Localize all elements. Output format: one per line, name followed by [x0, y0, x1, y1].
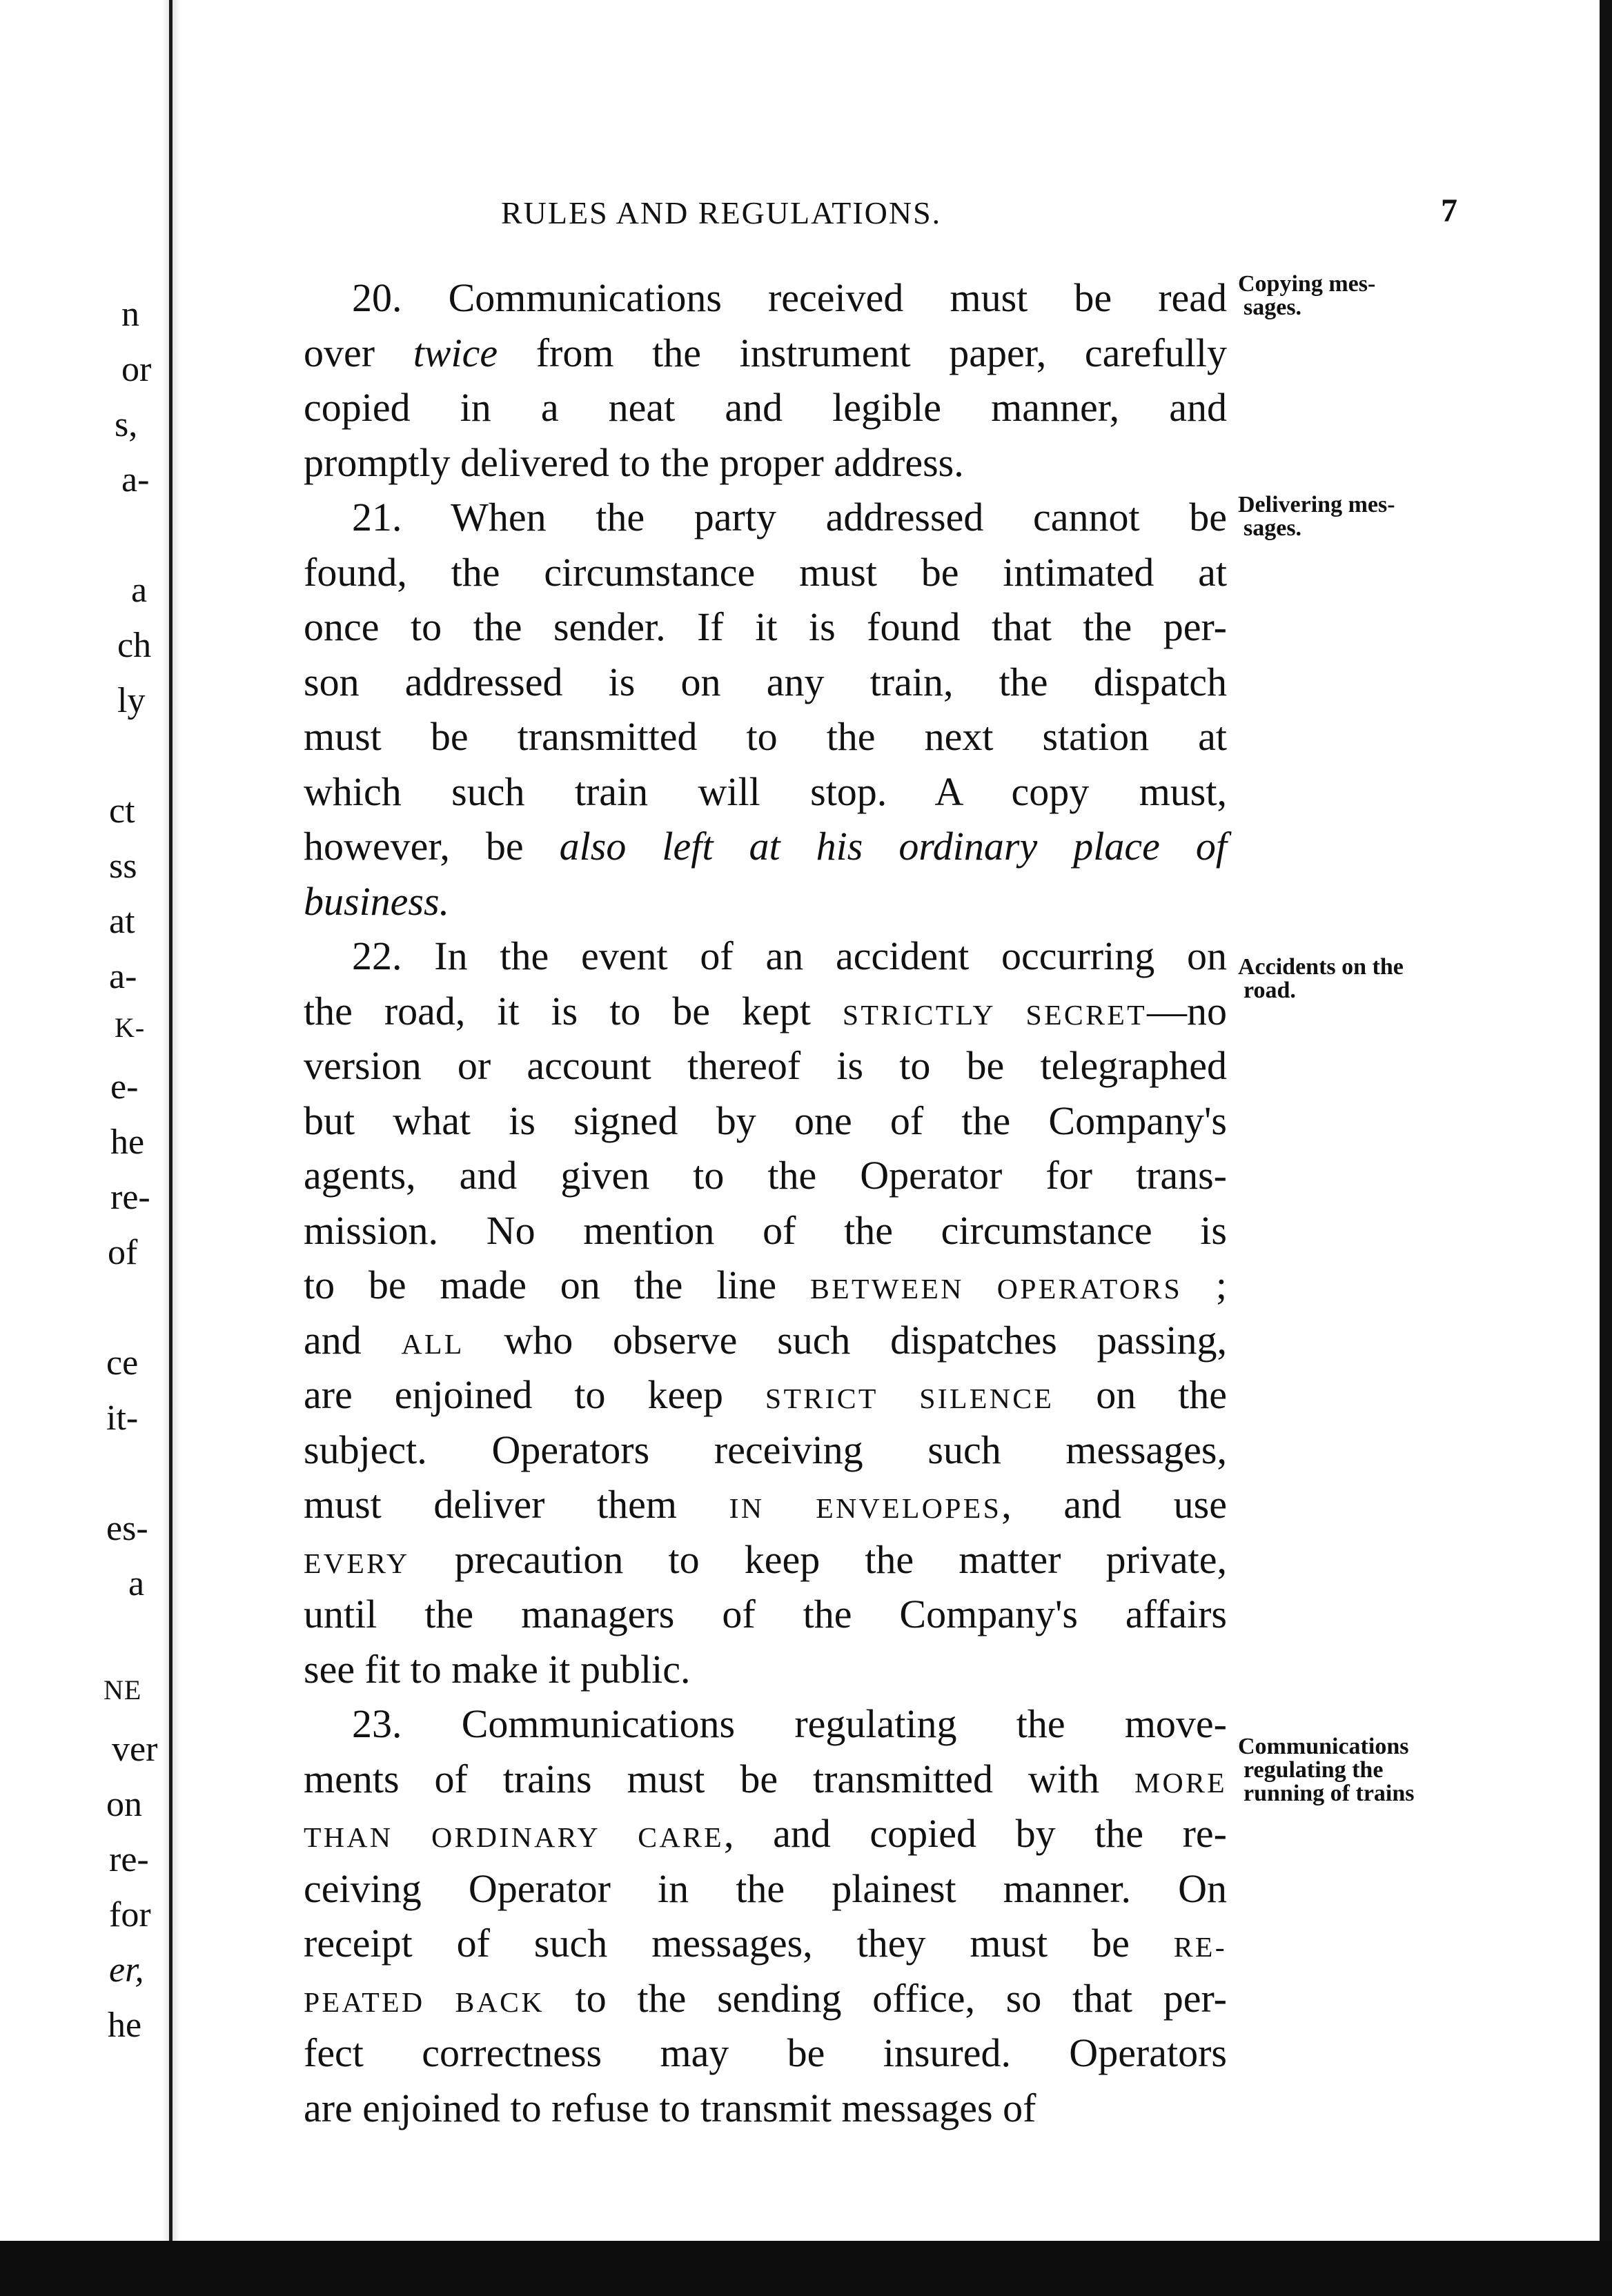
text-segment: who observe such dispatches passing,: [464, 1317, 1227, 1363]
facing-page-fragment: or: [121, 350, 152, 389]
text-segment: version or account thereof is to be telegraphed: [304, 1043, 1227, 1088]
small-caps-text: ALL: [401, 1328, 464, 1360]
side-note-copying: [1238, 273, 1375, 319]
text-segment: receipt of such messages, they must be: [304, 1921, 1174, 1966]
text-segment: fect correctness may be insured. Operators: [304, 2030, 1227, 2075]
facing-page-fragment: ce: [106, 1343, 139, 1383]
text-segment: are enjoined to refuse to transmit messages of: [304, 2085, 1036, 2130]
paragraph: [304, 490, 1227, 929]
facing-page-fragment: ver: [112, 1730, 158, 1769]
text-line: [304, 819, 1227, 874]
small-caps-text: STRICTLY SECRET: [842, 999, 1147, 1031]
text-segment: on the: [1054, 1372, 1228, 1417]
side-note-line: road.: [1244, 978, 1296, 1003]
text-segment: —no: [1147, 988, 1227, 1033]
text-line: [304, 1916, 1227, 1971]
side-note-line: regulating the: [1244, 1757, 1384, 1783]
facing-page-fragment: at: [109, 902, 135, 941]
text-segment: once to the sender. If it is found that the per-: [304, 604, 1227, 649]
text-segment: subject. Operators receiving such messages,: [304, 1427, 1227, 1472]
text-segment: from the instrument paper, carefully: [498, 330, 1227, 375]
book-spine-line: [169, 0, 173, 2296]
text-line: [304, 1752, 1227, 1807]
scan-edge-bottom: [0, 2241, 1612, 2296]
text-line: [304, 1038, 1227, 1093]
small-caps-text: EVERY: [304, 1547, 410, 1580]
facing-page-fragment: a: [131, 571, 148, 610]
text-line: [304, 1861, 1227, 1917]
small-caps-text: RE-: [1173, 1932, 1227, 1963]
text-line: [304, 1971, 1227, 2026]
text-line: [304, 929, 1227, 984]
facing-page-fragments: [0, 0, 159, 2208]
text-line: [304, 545, 1227, 600]
text-segment: 20. Communications received must be read: [352, 275, 1227, 320]
text-line: [304, 1532, 1227, 1587]
text-line: [304, 1806, 1227, 1861]
text-line: [304, 709, 1227, 764]
facing-page-fragment: K-: [115, 1012, 146, 1043]
text-segment: promptly delivered to the proper address.: [304, 439, 964, 485]
page-number: 7: [1441, 192, 1457, 229]
text-segment: 23. Communications regulating the move-: [352, 1701, 1227, 1746]
side-note-line: running of trains: [1244, 1781, 1415, 1806]
running-head: RULES AND REGULATIONS.: [501, 195, 942, 230]
paragraph: [304, 1696, 1227, 2135]
side-note-line: Copying mes-: [1238, 271, 1376, 297]
text-segment: 22. In the event of an accident occurring on: [352, 933, 1227, 978]
facing-page-fragment: e-: [110, 1067, 139, 1107]
text-segment: precaution to keep the matter private,: [409, 1536, 1227, 1582]
text-line: [304, 490, 1227, 545]
facing-page-fragment: a: [128, 1564, 145, 1603]
facing-page-fragment: a-: [109, 957, 137, 996]
text-line: [304, 380, 1227, 435]
text-segment: and: [304, 1317, 402, 1363]
side-note-delivering: [1238, 493, 1395, 540]
small-caps-text: MORE: [1134, 1767, 1227, 1799]
italic-text: twice: [413, 330, 498, 375]
small-caps-text: STRICT SILENCE: [765, 1383, 1054, 1415]
text-segment: which such train will stop. A copy must,: [304, 769, 1227, 814]
text-segment: must deliver them: [304, 1482, 729, 1527]
text-line: [304, 1642, 1227, 1697]
text-line: [304, 1367, 1227, 1423]
side-note-communications: [1238, 1735, 1415, 1805]
text-segment: ceiving Operator in the plainest manner. On: [304, 1866, 1227, 1911]
text-line: [304, 1696, 1227, 1752]
text-line: [304, 764, 1227, 820]
text-segment: to the sending office, so that per-: [544, 1975, 1227, 2021]
text-segment: ;: [1182, 1263, 1227, 1307]
text-segment: the road, it is to be kept: [304, 988, 843, 1033]
side-note-line: Accidents on the: [1238, 954, 1404, 980]
side-note-accidents: [1238, 956, 1404, 1002]
scan-edge-right: [1600, 0, 1612, 2296]
text-segment: until the managers of the Company's affairs: [304, 1592, 1227, 1636]
text-line: [304, 874, 1227, 929]
small-caps-text: THAN ORDINARY CARE: [304, 1822, 724, 1854]
side-note-line: Delivering mes-: [1238, 492, 1395, 517]
paragraph: [304, 929, 1227, 1696]
text-segment: , and copied by the re-: [723, 1811, 1227, 1856]
text-segment: to be made on the line: [304, 1263, 810, 1307]
text-line: [304, 1477, 1227, 1532]
facing-page-fragment: re-: [110, 1178, 150, 1217]
body-text: [304, 270, 1227, 2135]
text-line: [304, 1148, 1227, 1203]
text-segment: however, be: [304, 824, 560, 869]
facing-page-fragment: re-: [109, 1840, 149, 1879]
text-line: [304, 984, 1227, 1039]
text-line: [304, 655, 1227, 710]
facing-page-fragment: NE: [104, 1674, 142, 1705]
facing-page-fragment: of: [108, 1233, 138, 1272]
text-line: [304, 1258, 1227, 1313]
facing-page-fragment: he: [110, 1122, 145, 1162]
small-caps-text: PEATED BACK: [304, 1986, 544, 2019]
text-segment: 21. When the party addressed cannot be: [352, 495, 1227, 540]
text-segment: see fit to make it public.: [304, 1646, 691, 1692]
side-note-line: sages.: [1244, 295, 1302, 320]
text-segment: son addressed is on any train, the dispatch: [304, 659, 1227, 704]
side-note-line: sages.: [1244, 515, 1302, 541]
facing-page-fragment: on: [106, 1785, 142, 1824]
text-segment: are enjoined to keep: [304, 1372, 765, 1417]
text-line: [304, 435, 1227, 491]
text-line: [304, 600, 1227, 655]
text-line: [304, 1203, 1227, 1258]
text-line: [304, 2026, 1227, 2081]
text-line: [304, 1313, 1227, 1368]
facing-page-fragment: ss: [109, 847, 137, 886]
text-segment: agents, and given to the Operator for trans-: [304, 1153, 1227, 1198]
text-segment: must be transmitted to the next station at: [304, 714, 1227, 759]
facing-page-fragment: es-: [106, 1509, 148, 1548]
facing-page-fragment: it-: [106, 1398, 139, 1438]
italic-text: business.: [304, 878, 450, 924]
facing-page-fragment: for: [109, 1895, 151, 1934]
text-segment: , and use: [1001, 1482, 1227, 1527]
facing-page-fragment: n: [121, 295, 139, 334]
side-note-line: Communications: [1238, 1734, 1409, 1759]
text-segment: found, the circumstance must be intimated at: [304, 549, 1227, 595]
facing-page-fragment: a-: [121, 460, 150, 499]
small-caps-text: IN ENVELOPES: [729, 1493, 1002, 1525]
text-line: [304, 326, 1227, 381]
italic-text: also left at his ordinary place of: [559, 824, 1227, 869]
facing-page-fragment: ly: [117, 681, 146, 720]
text-segment: over: [304, 330, 413, 375]
text-line: [304, 1093, 1227, 1149]
facing-page-fragment: ct: [109, 791, 135, 831]
text-segment: copied in a neat and legible manner, and: [304, 385, 1227, 430]
text-line: [304, 2081, 1227, 2136]
text-segment: ments of trains must be transmitted with: [304, 1756, 1134, 1801]
paragraph: [304, 270, 1227, 490]
text-line: [304, 1587, 1227, 1642]
facing-page-fragment: ch: [117, 626, 152, 665]
text-segment: but what is signed by one of the Company's: [304, 1098, 1227, 1143]
facing-page-fragment: he: [108, 2006, 142, 2045]
text-line: [304, 1423, 1227, 1478]
text-segment: mission. No mention of the circumstance is: [304, 1207, 1227, 1253]
facing-page-fragment: s,: [115, 405, 138, 444]
small-caps-text: BETWEEN OPERATORS: [809, 1274, 1183, 1305]
text-line: [304, 270, 1227, 326]
facing-page-fragment: er,: [109, 1950, 144, 1990]
